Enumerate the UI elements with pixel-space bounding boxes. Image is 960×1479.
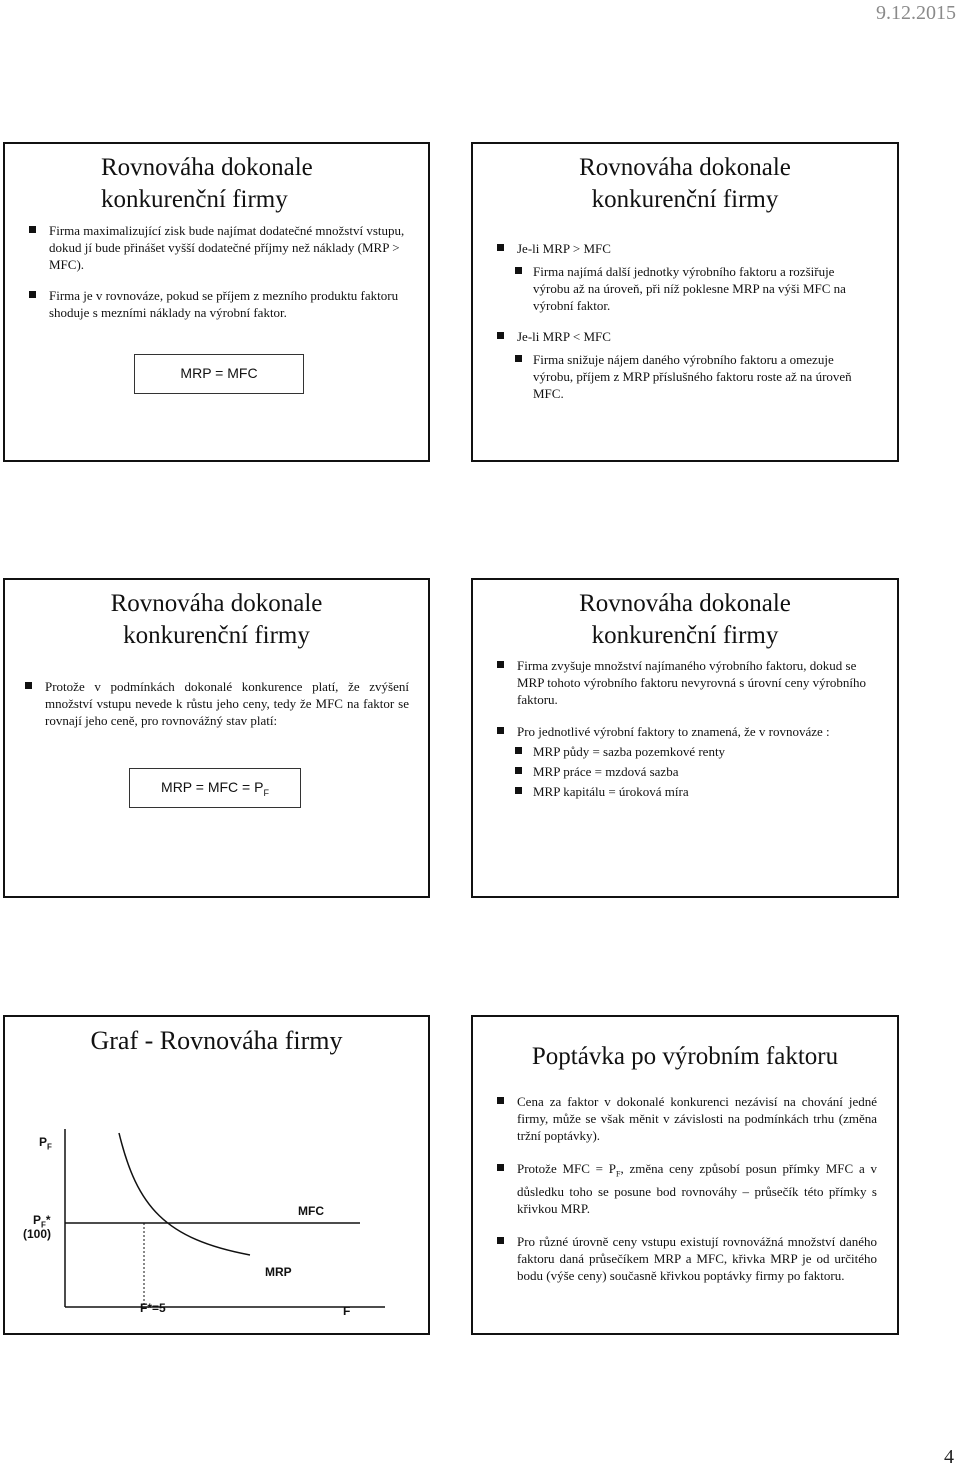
- formula-subscript: F: [263, 787, 269, 798]
- bullet-item: Pro různé úrovně ceny vstupu existují rovnovážná množství daného faktoru daná průsečíkem MRP a MFC, křivka MRP je od určitého bodu (výše ceny) současně křivkou poptávky firmy po faktoru.: [497, 1233, 877, 1284]
- sub-bullet-item: MRP kapitálu = úroková míra: [515, 783, 877, 800]
- bullet-item: [497, 1160, 877, 1217]
- sub-bullet-item: Firma snižuje nájem daného výrobního faktoru a omezuje výrobu, příjem z MRP příslušného faktoru roste až na úroveň MFC.: [515, 351, 872, 402]
- x-axis-label: F: [343, 1304, 351, 1318]
- bullet-list: [497, 657, 877, 800]
- slide-4: [471, 578, 899, 898]
- bullet-text: Je-li MRP < MFC: [517, 329, 611, 344]
- mrp-label: MRP: [265, 1265, 292, 1279]
- bullet-item: Firma zvyšuje množství najímaného výrobního faktoru, dokud se MRP tohoto výrobního faktoru nevyrovná s úrovní ceny výrobního faktoru.: [497, 657, 877, 708]
- slide-6: [471, 1015, 899, 1335]
- slide-title: [101, 152, 428, 216]
- slide-title-line-2: konkurenční firmy: [591, 622, 779, 649]
- equilibrium-quantity-label: F*=5: [140, 1301, 166, 1315]
- sub-bullet-item: MRP práce = mzdová sazba: [515, 763, 877, 780]
- pf-star-sub: F: [41, 1220, 46, 1230]
- slide-title-line-2: konkurenční firmy: [101, 186, 288, 213]
- sub-bullet-list: [515, 351, 872, 402]
- bullet-text-b: , změna ceny způsobí posun přímky MFC a v důsledku toho se posune bod rovnováhy – průsečík této přímky s křivkou MRP.: [517, 1161, 877, 1216]
- formula-box: [129, 768, 301, 808]
- y-axis-label: [39, 1135, 52, 1151]
- bullet-text: Pro jednotlivé výrobní faktory to znamená, že v rovnováze :: [517, 724, 830, 739]
- slide-title-line-1: Rovnováha dokonale: [101, 154, 313, 181]
- bullet-list: [25, 678, 409, 729]
- slide-title-line-2: konkurenční firmy: [591, 186, 779, 213]
- bullet-item: [497, 723, 877, 800]
- sub-bullet-list: [515, 263, 872, 314]
- slide-2: [471, 142, 899, 462]
- slide-3: [3, 578, 430, 898]
- equilibrium-graph: [5, 1017, 428, 1333]
- bullet-item: [497, 240, 872, 314]
- bullet-text-a: Protože MFC = P: [517, 1161, 616, 1176]
- y-axis-label-main: P: [39, 1135, 48, 1149]
- slide-5: [3, 1015, 430, 1335]
- sub-bullet-item: MRP půdy = sazba pozemkové renty: [515, 743, 877, 760]
- y-axis-label-sub: F: [47, 1142, 52, 1152]
- slide-title-line-1: Rovnováha dokonale: [110, 590, 323, 617]
- mrp-curve: [119, 1133, 250, 1255]
- pf-star-main: P: [33, 1213, 42, 1227]
- bullet-list: [29, 222, 409, 321]
- bullet-list: [497, 1093, 877, 1284]
- bullet-item: Firma maximalizující zisk bude najímat dodatečné množství vstupu, dokud jí bude přinášet vyšší dodatečné příjmy než náklady (MRP > MFC).: [29, 222, 409, 273]
- bullet-subscript: F: [616, 1169, 621, 1179]
- page-number: 4: [944, 1446, 954, 1468]
- header-date: 9.12.2015: [876, 2, 956, 24]
- formula-box: MRP = MFC: [134, 354, 304, 394]
- mfc-label: MFC: [298, 1204, 324, 1218]
- bullet-list: [497, 240, 872, 402]
- bullet-item: Firma je v rovnováze, pokud se příjem z mezního produktu faktoru shoduje s mezními náklady na výrobní faktor.: [29, 287, 409, 321]
- bullet-text: Je-li MRP > MFC: [517, 241, 611, 256]
- slide-1: [3, 142, 430, 462]
- pf-star-suffix: *: [45, 1213, 51, 1227]
- sub-bullet-item: Firma najímá další jednotky výrobního faktoru a rozšiřuje výrobu až na úroveň, při níž poklesne MRP na výši MFC na výrobní faktor.: [515, 263, 872, 314]
- pf-value-label: (100): [23, 1227, 52, 1241]
- sub-bullet-list: [515, 743, 877, 800]
- slide-title: Graf - Rovnováha firmy: [90, 1026, 343, 1055]
- slide-title: [473, 152, 897, 216]
- bullet-item: Protože v podmínkách dokonalé konkurence platí, že zvýšení množství vstupu nevede k růstu jeho ceny, tedy že MFC na faktor se rovnají jeho ceně, pro rovnovážný stav platí:: [25, 678, 409, 729]
- bullet-item: Cena za faktor v dokonalé konkurenci nezávisí na chování jedné firmy, může se však měnit v závislosti na podmínkách trhu (změna tržní poptávky).: [497, 1093, 877, 1144]
- slide-title-line-2: konkurenční firmy: [123, 622, 310, 649]
- slide-title: [473, 588, 897, 652]
- bullet-item: [497, 328, 872, 402]
- formula-main: MRP = MFC = P: [161, 779, 264, 795]
- slide-title: [5, 588, 428, 652]
- slide-title-line-1: Rovnováha dokonale: [579, 590, 791, 617]
- slide-title: Poptávka po výrobním faktoru: [531, 1043, 839, 1070]
- slide-title-line-1: Rovnováha dokonale: [579, 154, 791, 181]
